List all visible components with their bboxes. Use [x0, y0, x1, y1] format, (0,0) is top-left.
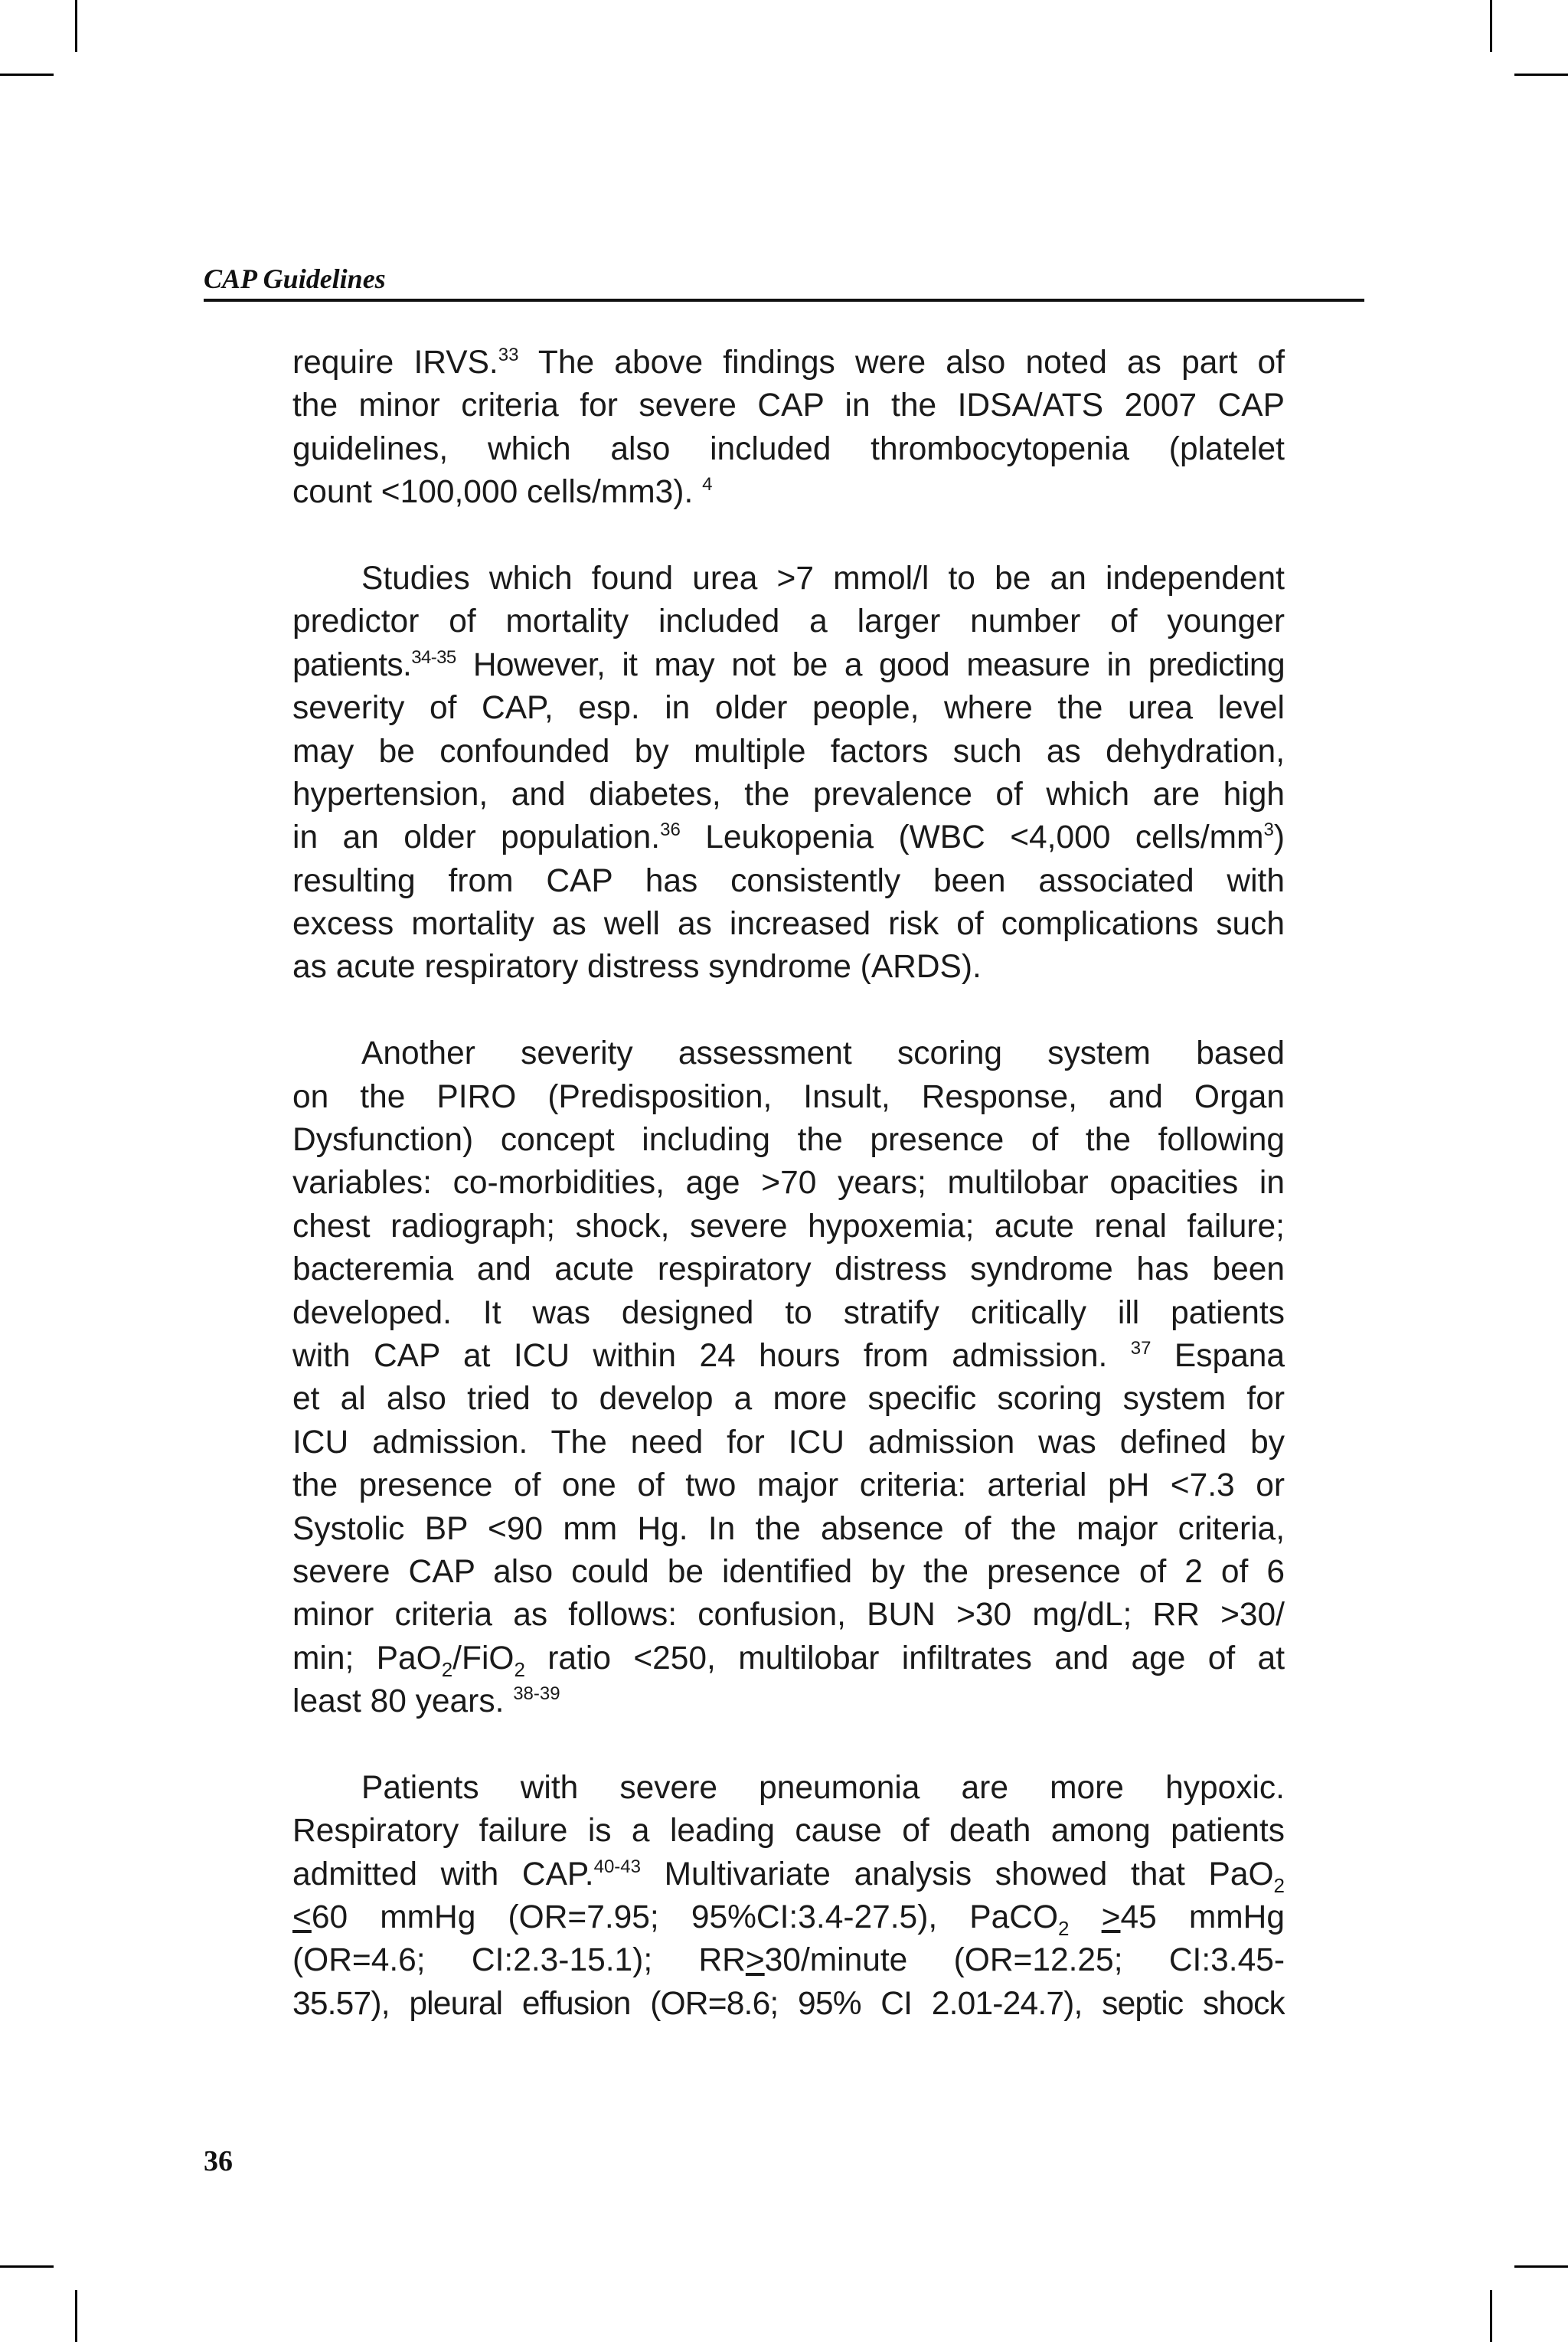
paragraph-gap [292, 1724, 1285, 1767]
text-line: patients.$^{34-35}$ However, it may not be a good measure in predicting [292, 646, 1285, 683]
text-line: et al also tried to develop a more specific scoring system for [292, 1381, 1285, 1418]
text-line: may be confounded by multiple factors such as dehydration, [292, 733, 1285, 770]
text-line: <60 mmHg (OR=7.95; 95%CI:3.4-27.5), PaCO$_2$ >45 mmHg [292, 1899, 1285, 1940]
text-line: predictor of mortality included a larger number of younger [292, 603, 1285, 640]
text-line: excess mortality as well as increased risk of complications such [292, 906, 1285, 943]
crop-mark-bottom-right-h [1514, 2265, 1568, 2268]
crop-mark-top-right-h [1514, 74, 1568, 76]
text-line: variables: co-morbidities, age >70 years; multilobar opacities in [292, 1165, 1285, 1202]
text-line: Studies which found urea >7 mmol/l to be an independent [361, 560, 1285, 597]
text-line: as acute respiratory distress syndrome (ARDS). [292, 949, 982, 986]
paragraph [292, 1767, 1285, 2026]
text-line: Another severity assessment scoring system based [361, 1035, 1285, 1072]
crop-mark-top-right-v [1490, 0, 1492, 52]
page-number: 36 [204, 2145, 233, 2177]
text-line: count <100,000 cells/mm3). $^4$ [292, 474, 713, 511]
text-line: severe CAP also could be identified by the presence of 2 of 6 [292, 1553, 1285, 1590]
text-line: ICU admission. The need for ICU admission was defined by [292, 1424, 1285, 1460]
crop-mark-top-left-h [0, 74, 54, 76]
paragraph [292, 1032, 1285, 1723]
text-line: min; PaO$_2$/FiO$_2$ ratio <250, multilobar infiltrates and age of at [292, 1640, 1285, 1681]
text-line: hypertension, and diabetes, the prevalence of which are high [292, 776, 1285, 813]
text-line: Systolic BP <90 mm Hg. In the absence of the major criteria, [292, 1510, 1285, 1547]
text-line: Patients with severe pneumonia are more hypoxic. [361, 1769, 1285, 1806]
text-line: minor criteria as follows: confusion, BUN >30 mg/dL; RR >30/ [292, 1597, 1285, 1634]
text-line: guidelines, which also included thrombocytopenia (platelet [292, 430, 1285, 467]
header-rule [204, 299, 1364, 302]
text-line: chest radiograph; shock, severe hypoxemia; acute renal failure; [292, 1208, 1285, 1245]
text-line: with CAP at ICU within 24 hours from admission. $^{37}$ Espana [292, 1337, 1285, 1374]
running-header [204, 259, 1364, 299]
paragraph-gap [292, 989, 1285, 1032]
paragraph-gap [292, 515, 1285, 558]
text-line: admitted with CAP.$^{40-43}$ Multivariate analysis showed that PaO$_2$ [292, 1856, 1285, 1897]
header-title: CAP Guidelines [204, 263, 386, 294]
text-line: least 80 years. $^{38-39}$ [292, 1683, 560, 1720]
text-line: the presence of one of two major criteria: arterial pH <7.3 or [292, 1467, 1285, 1504]
text-line: bacteremia and acute respiratory distress syndrome has been [292, 1251, 1285, 1288]
text-line: in an older population.$^{36}$ Leukopenia (WBC <4,000 cells/$mm^3$) [292, 819, 1285, 856]
text-line: severity of CAP, esp. in older people, where the urea level [292, 690, 1285, 727]
text-line: (OR=4.6; CI:2.3-15.1); RR>30/minute (OR=12.25; CI:3.45- [292, 1942, 1285, 1979]
text-line: 35.57), pleural effusion (OR=8.6; 95% CI 2.01-24.7), septic shock [292, 1985, 1285, 2022]
text-line: resulting from CAP has consistently been associated with [292, 862, 1285, 899]
paragraph [292, 342, 1285, 515]
paragraph [292, 558, 1285, 989]
text-line: require IRVS.$^{33}$ The above findings were also noted as part of [292, 345, 1285, 381]
text-line: Dysfunction) concept including the presence of the following [292, 1122, 1285, 1159]
text-line: the minor criteria for severe CAP in the IDSA/ATS 2007 CAP [292, 388, 1285, 424]
body-text [292, 342, 1285, 2026]
crop-mark-bottom-left-h [0, 2265, 54, 2268]
text-line: on the PIRO (Predisposition, Insult, Response, and Organ [292, 1078, 1285, 1115]
text-line: developed. It was designed to stratify critically ill patients [292, 1294, 1285, 1331]
text-line: Respiratory failure is a leading cause of death among patients [292, 1813, 1285, 1850]
crop-mark-top-left-v [75, 0, 77, 52]
crop-mark-bottom-left-v [75, 2290, 77, 2342]
crop-mark-bottom-right-v [1490, 2290, 1492, 2342]
